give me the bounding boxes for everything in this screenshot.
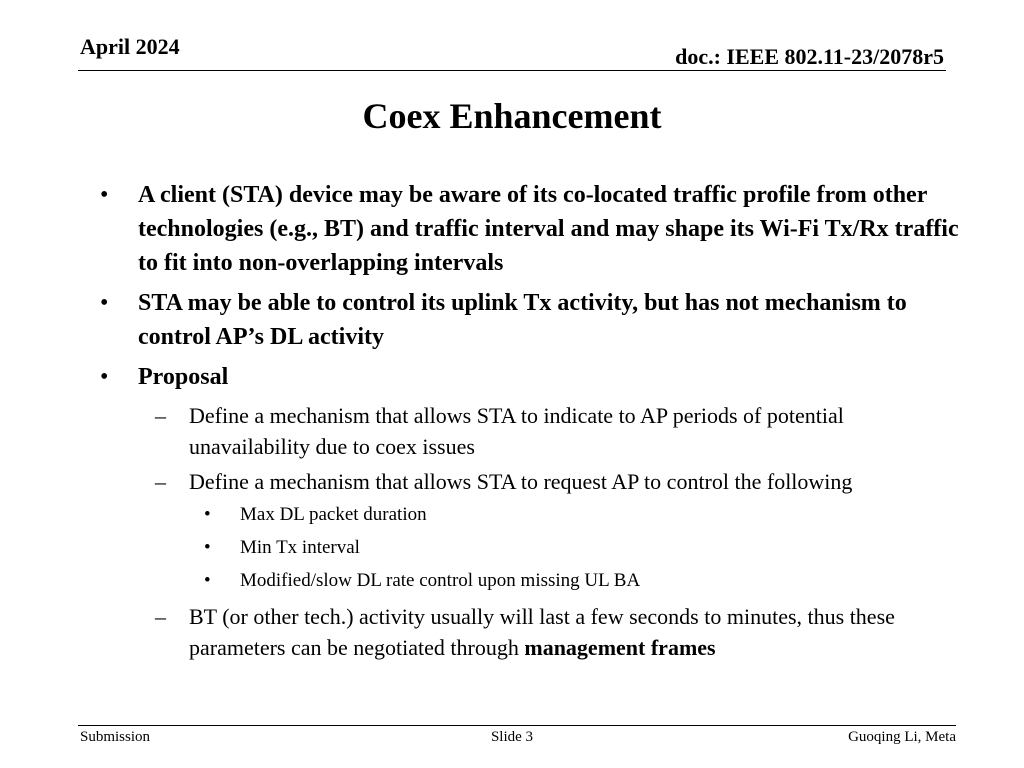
sub-bullet-text: Define a mechanism that allows STA to request AP to control the following <box>189 469 853 494</box>
dash-marker: – <box>155 403 166 428</box>
header-doc-id: doc.: IEEE 802.11-23/2078r5 <box>675 44 944 69</box>
bullet-marker: • <box>204 504 211 525</box>
slide-title: Coex Enhancement <box>362 96 662 136</box>
sub-bullet-text: BT (or other tech.) activity usually will last a few seconds to minutes, thus these parameters can be negotiated through <box>189 604 895 660</box>
bullet-marker: • <box>204 537 211 558</box>
header-date: April 2024 <box>80 34 180 59</box>
bullet-item <box>100 286 970 354</box>
bullet-text: A client (STA) device may be aware of its co-located traffic profile from other technologies (e.g., BT) and traffic interval and may shape its Wi-Fi Tx/Rx traffic to fit into non-overlapping intervals <box>138 182 959 276</box>
bullet-item <box>100 360 970 394</box>
dash-marker: – <box>155 604 166 629</box>
bullet-item <box>100 178 970 280</box>
footer-slide-number: Slide 3 <box>490 729 534 745</box>
header-rule <box>78 70 946 71</box>
sub-bullet-bold-text: management frames <box>524 635 716 660</box>
bullet-text: Proposal <box>138 364 229 390</box>
dash-marker: – <box>155 469 166 494</box>
sub-sub-bullet-text: Max DL packet duration <box>240 504 427 525</box>
sub-bullet-item <box>100 466 970 497</box>
sub-sub-bullet-text: Modified/slow DL rate control upon missing UL BA <box>240 570 641 591</box>
bullet-text: STA may be able to control its uplink Tx activity, but has not mechanism to control AP’s DL activity <box>138 290 907 350</box>
footer-submission: Submission <box>80 729 151 745</box>
bullet-marker: • <box>100 364 109 390</box>
sub-bullet-text: Define a mechanism that allows STA to indicate to AP periods of potential unavailability due to coex issues <box>189 403 844 459</box>
sub-sub-bullet-item <box>100 502 970 528</box>
bullet-marker: • <box>100 182 109 208</box>
sub-bullet-item <box>100 400 970 462</box>
sub-sub-bullet-item <box>100 568 970 594</box>
footer-author: Guoqing Li, Meta <box>848 729 956 745</box>
slide-body <box>100 178 970 667</box>
bullet-marker: • <box>100 290 109 316</box>
bullet-marker: • <box>204 570 211 591</box>
footer-rule <box>78 725 956 726</box>
sub-sub-bullet-item <box>100 535 970 561</box>
sub-sub-bullet-text: Min Tx interval <box>240 537 360 558</box>
sub-bullet-item <box>100 601 970 663</box>
